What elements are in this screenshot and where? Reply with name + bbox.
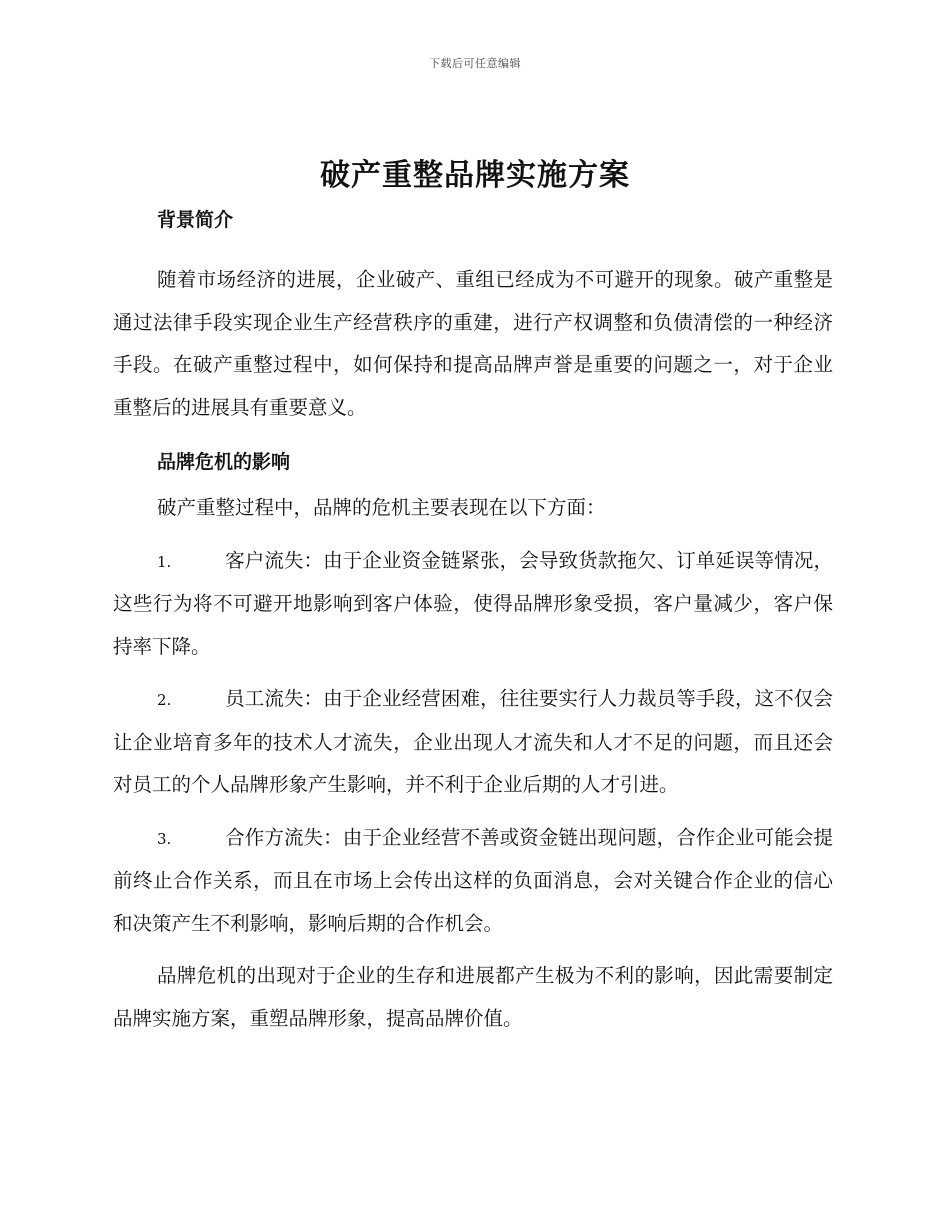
list-item-number: 1.	[157, 552, 172, 571]
list-item-number: 2.	[157, 691, 172, 709]
list-item-text: 合作方流失：由于企业经营不善或资金链出现问题，合作企业可能会提前终止合作关系，而且在市场上会传出这样的负面消息，会对关键合作企业的信心和决策产生不利影响，影响后期的合作机会。	[113, 825, 833, 935]
background-paragraph: 随着市场经济的进展，企业破产、重组已经成为不可避开的现象。破产重整是通过法律手段实现企业生产经营秩序的重建，进行产权调整和负债清偿的一种经济手段。在破产重整过程中，如何保持和提高品牌声誉是重要的问题之一，对于企业重整后的进展具有重要意义。	[113, 268, 833, 419]
list-item	[113, 540, 833, 669]
document-title: 破产重整品牌实施方案	[320, 158, 630, 193]
list-item-text: 客户流失：由于企业资金链紧张，会导致货款拖欠、订单延误等情况，这些行为将不可避开地影响到客户体验，使得品牌形象受损，客户量减少，客户保持率下降。	[113, 548, 833, 658]
list-item-text: 员工流失：由于企业经营困难，往往要实行人力裁员等手段，这不仅会让企业培育多年的技术人才流失，企业出现人才流失和人才不足的问题，而且还会对员工的个人品牌形象产生影响，并不利于企业后期的人才引进。	[113, 687, 833, 796]
list-item-number: 3.	[157, 829, 172, 848]
brand-crisis-intro: 破产重整过程中，品牌的危机主要表现在以下方面：	[157, 496, 606, 519]
list-item	[113, 817, 833, 946]
section-heading-background: 背景简介	[157, 209, 234, 231]
header-note: 下载后可任意编辑	[429, 57, 521, 70]
conclusion-paragraph: 品牌危机的出现对于企业的生存和进展都产生极为不利的影响，因此需要制定品牌实施方案，重塑品牌形象，提高品牌价值。	[113, 964, 833, 1030]
section-heading-brand-crisis: 品牌危机的影响	[157, 451, 291, 473]
list-item	[113, 678, 833, 807]
document-body	[113, 205, 833, 1040]
